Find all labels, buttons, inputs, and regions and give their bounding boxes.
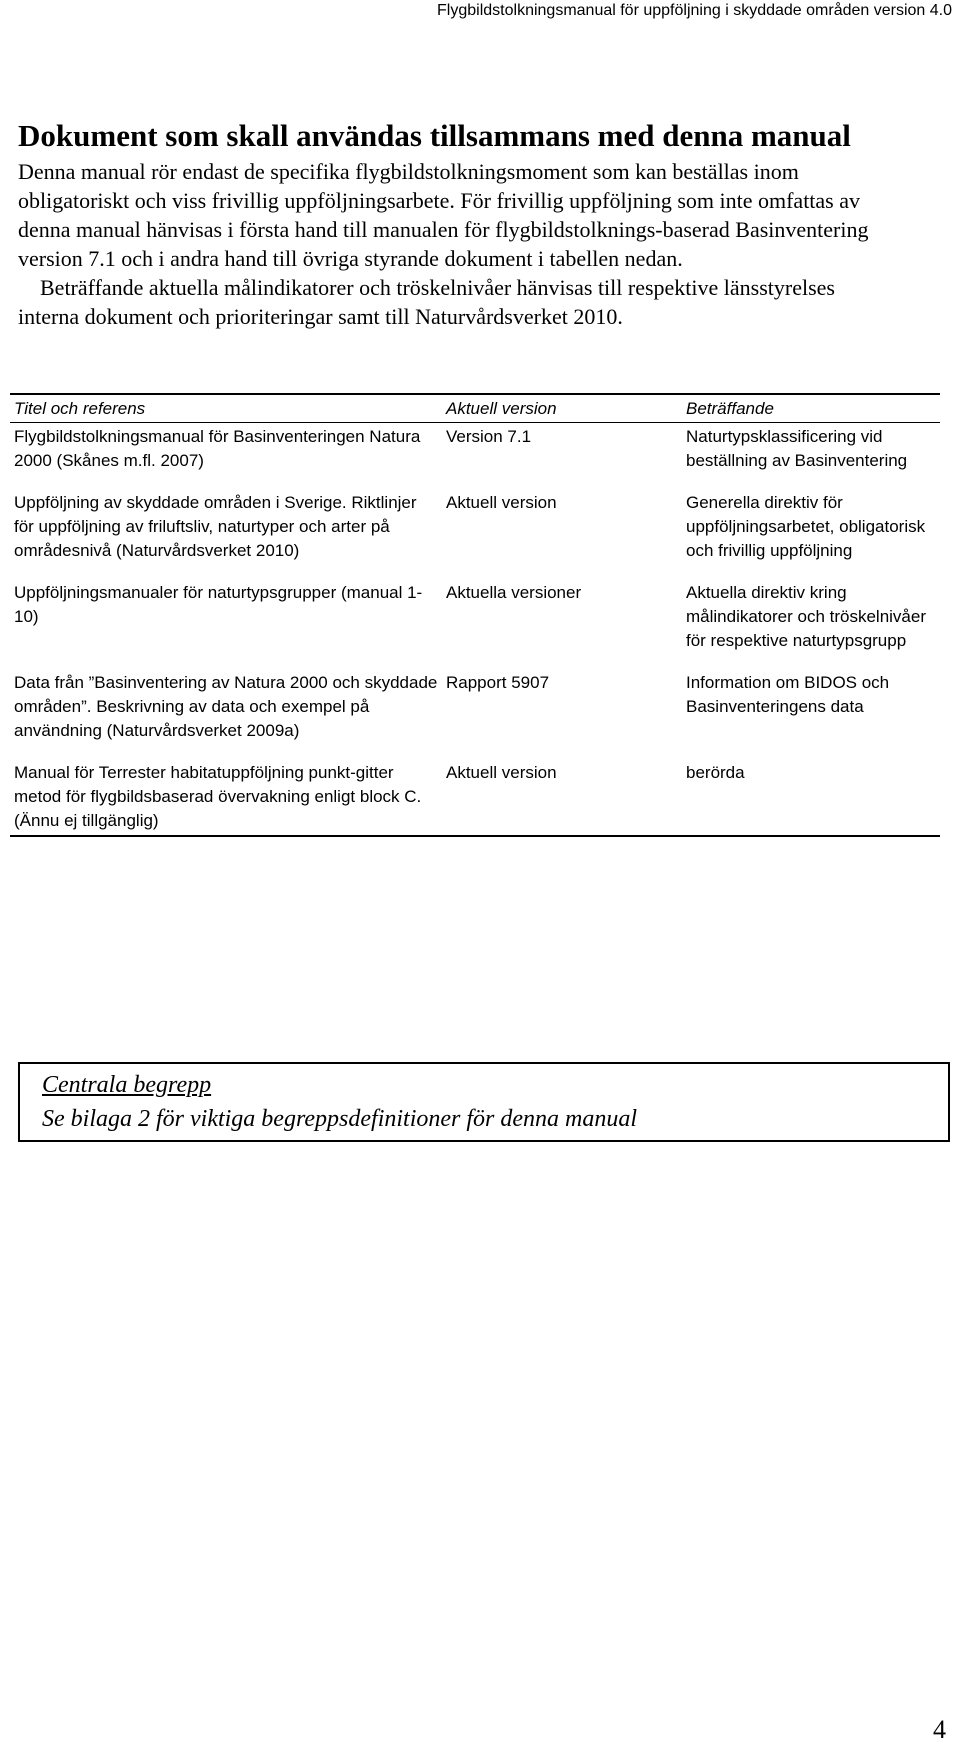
row-title: Flygbildstolkningsmanual för Basinventeringen Natura 2000 (Skånes m.fl. 2007) xyxy=(14,427,421,470)
header-regarding: Beträffande xyxy=(686,399,774,418)
row-regarding: berörda xyxy=(686,763,745,782)
page-number: 4 xyxy=(933,1715,946,1744)
row-title: Data från ”Basinventering av Natura 2000 och skyddade områden”. Beskrivning av data och exempel på användning (Naturvårdsverket 2009a) xyxy=(14,673,438,740)
header-title: Titel och referens xyxy=(14,399,146,418)
row-version: Aktuell version xyxy=(446,493,557,512)
row-title: Uppföljning av skyddade områden i Sverige. Riktlinjer för uppföljning av friluftsliv, naturtyper och arter på områdesnivå (Naturvårdsverket 2010) xyxy=(14,493,417,560)
intro-paragraph: Denna manual rör endast de specifika flygbildstolkningsmoment som kan beställas inom obligatoriskt och viss frivillig uppföljningsarbete. För frivillig uppföljning som inte omfattas av denna manual hänvisas i första hand till manualen för flygbildstolknings-baserad Basinventering version 7.1 och i andra hand till övriga styrande dokument i tabellen nedan. xyxy=(18,159,869,271)
concepts-title: Centrala begrepp xyxy=(42,1072,212,1098)
row-title: Manual för Terrester habitatuppföljning punkt-gitter metod för flygbildsbaserad övervakning enligt block C. (Ännu ej tillgänglig) xyxy=(14,763,422,830)
row-version: Aktuell version xyxy=(446,763,557,782)
concepts-text: Se bilaga 2 för viktiga begreppsdefinitioner för denna manual xyxy=(42,1106,638,1132)
row-version: Version 7.1 xyxy=(446,427,532,446)
table-row xyxy=(10,423,940,486)
section-heading: Dokument som skall användas tillsammans med denna manual xyxy=(18,118,851,153)
table-row xyxy=(10,755,940,836)
row-version: Rapport 5907 xyxy=(446,673,550,692)
table-row xyxy=(10,485,940,575)
table-header-row xyxy=(10,394,940,423)
indicator-paragraph: Beträffande aktuella målindikatorer och tröskelnivåer hänvisas till respektive länsstyrelses interna dokument och prioriteringar samt till Naturvårdsverket 2010. xyxy=(18,275,835,329)
section-body xyxy=(18,157,898,331)
table-row xyxy=(10,665,940,755)
header-version: Aktuell version xyxy=(446,399,557,418)
row-regarding: Aktuella direktiv kring målindikatorer och tröskelnivåer för respektive naturtypsgrupp xyxy=(686,583,926,650)
table-row xyxy=(10,575,940,665)
row-regarding: Generella direktiv för uppföljningsarbetet, obligatorisk och frivillig uppföljning xyxy=(686,493,926,560)
row-regarding: Information om BIDOS och Basinventeringens data xyxy=(686,673,890,716)
row-regarding: Naturtypsklassificering vid beställning av Basinventering xyxy=(686,427,908,470)
reference-table xyxy=(10,393,940,837)
row-title: Uppföljningsmanualer för naturtypsgrupper (manual 1-10) xyxy=(14,583,423,626)
row-version: Aktuella versioner xyxy=(446,583,582,602)
concepts-box xyxy=(18,1062,950,1142)
running-header: Flygbildstolkningsmanual för uppföljning i skyddade områden version 4.0 xyxy=(437,2,952,19)
